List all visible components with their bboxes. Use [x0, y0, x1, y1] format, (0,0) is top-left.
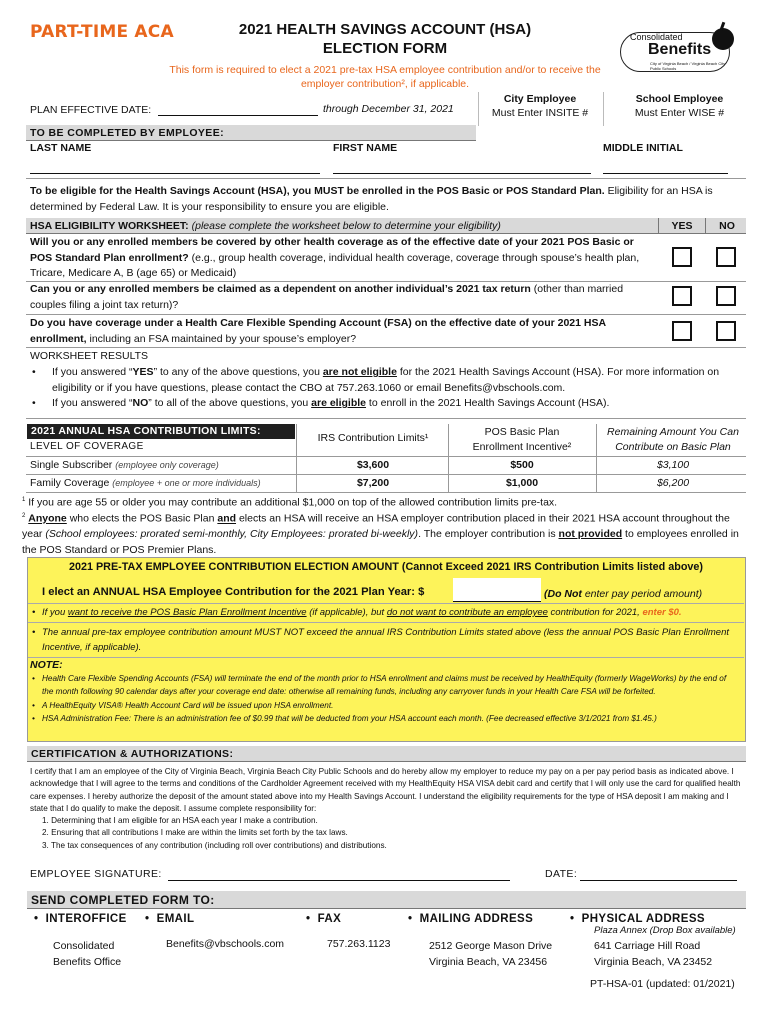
family-remaining: $6,200	[656, 477, 690, 489]
no-column-header: NO	[719, 220, 735, 232]
separator	[26, 347, 746, 348]
title-line-1: 2021 HEALTH SAVINGS ACCOUNT (HSA)	[238, 21, 532, 38]
single-irs-limit: $3,600	[356, 459, 390, 471]
fn2-italic: (School employees: prorated semi-monthly, City Employees: prorated bi-weekly)	[45, 528, 419, 540]
cert-item: 1. Determining that I am eligible for an HSA each year I make a contribution.	[42, 816, 318, 825]
row-note: (employee + one or more individuals)	[112, 478, 261, 488]
fn2-and: and	[217, 512, 237, 525]
form-id: PT-HSA-01 (updated: 01/2021)	[590, 978, 735, 990]
mail-line-2: Virginia Beach, VA 23456	[429, 956, 548, 968]
question-1-rest: (e.g., group health coverage, individual health coverage, coverage through spouse’s health plan, Tricare, Medicare A, B (age 65) or Medicaid)	[30, 251, 640, 279]
physical-line-1: 641 Carriage Hill Road	[594, 940, 701, 952]
question-1-yes-checkbox[interactable]	[672, 247, 692, 267]
consolidated-benefits-logo	[620, 26, 750, 76]
email-label: EMAIL	[156, 913, 195, 925]
r2-b: ” to all of the above questions, you	[148, 397, 312, 409]
remaining-header-line-1: Remaining Amount You Can	[607, 426, 739, 438]
note-1: • Health Care Flexible Spending Accounts (FSA) will terminate the end of the month prior to HSA enrollment and claims must be received by HealthEquity (formerly WageWorks) by the end of the month following 90 calendar days after your coverage end date: otherwise all remaining funds, including any carryover funds in your Health Care FSA will be forfeited.	[30, 673, 730, 698]
row-note: (employee only coverage)	[115, 460, 219, 470]
level-of-coverage-label: LEVEL OF COVERAGE	[30, 441, 144, 452]
middle-initial-label: MIDDLE INITIAL	[603, 142, 683, 154]
separator	[28, 622, 744, 623]
fax-heading: • FAX	[306, 913, 342, 925]
physical-note: Plaza Annex (Drop Box available)	[594, 925, 736, 936]
title-line-2: ELECTION FORM	[322, 40, 448, 57]
physical-line-2: Virginia Beach, VA 23452	[594, 956, 713, 968]
interoffice-value	[53, 938, 121, 970]
first-name-field[interactable]	[333, 160, 591, 174]
first-name-label: FIRST NAME	[333, 142, 398, 154]
city-employee-sub: Must Enter INSITE #	[491, 107, 589, 119]
interoffice-label: INTEROFFICE	[45, 913, 127, 925]
do-not-rest: enter pay period amount)	[581, 588, 703, 600]
email-value[interactable]: Benefits@vbschools.com	[166, 938, 285, 950]
question-1-bold: Will you or any enrolled members be covered by other health coverage as of the effective date of your 2021 POS Basic or POS Standard Plan enrollment?	[30, 236, 634, 264]
separator	[26, 456, 746, 457]
b1-incentive: want to receive the POS Basic Plan Enrollment Incentive	[67, 607, 307, 618]
logo-text-sub: City of Virginia Beach / Virginia Beach City Public Schools	[650, 61, 726, 71]
question-2-yes-checkbox[interactable]	[672, 286, 692, 306]
question-3-rest: including an FSA maintained by your spouse’s employer?	[86, 332, 357, 345]
r1-c: for the 2021 Health Savings Account (HSA). For more information on eligibility or if you have questions, please contact the CBO at 757.263.1060 or email Benefits@vbschools.com.	[52, 366, 720, 394]
election-bullets	[30, 606, 742, 621]
eligibility-intro	[30, 183, 748, 215]
r2-eligible: are eligible	[311, 397, 367, 409]
interoffice-heading: • INTEROFFICE	[34, 913, 127, 925]
logo-text-top: Consolidated	[630, 32, 683, 42]
mailing-value	[429, 938, 552, 970]
cert-item: 2. Ensuring that all contributions I make are within the limits set forth by the tax laws.	[42, 828, 348, 838]
question-3-no-checkbox[interactable]	[716, 321, 736, 341]
school-employee-block[interactable]	[612, 93, 747, 119]
r1-yes: YES	[132, 366, 154, 378]
date-field[interactable]	[580, 869, 737, 881]
election-bullet-1	[30, 606, 742, 621]
r2-c: to enroll in the 2021 Health Savings Account (HSA).	[366, 397, 610, 409]
remaining-amount-header	[598, 425, 748, 455]
r1-not-eligible: are not eligible	[322, 366, 397, 378]
table-row	[30, 459, 219, 471]
fn2-not-provided: not provided	[558, 528, 623, 540]
subtitle-line-1: This form is required to elect a 2021 pre-tax HSA employee contribution and/or to receive the	[169, 64, 601, 76]
question-2-rest: (other than married couples filing a joint tax return)?	[30, 283, 624, 311]
election-title: 2021 PRE-TAX EMPLOYEE CONTRIBUTION ELECTION AMOUNT (Cannot Exceed 2021 IRS Contribution Limits listed above)	[68, 561, 704, 573]
fn2-a: who elects the POS Basic Plan	[66, 512, 218, 525]
worksheet-header	[26, 218, 746, 234]
footnote-2: $^2$ Anyone who elects the POS Basic Plan and elects an HSA will receive an HSA employer contribution placed in their 2021 HSA account throughout the year (School employees: prorated semi-monthly, City Employees: prorated bi-weekly). The employer contribution is not provided to employees enrolled in the POS Standard or POS Premier Plans.	[22, 512, 739, 556]
do-not-bold: (Do Not	[544, 588, 582, 600]
note-list	[30, 673, 730, 725]
note-3: • HSA Administration Fee: There is an administration fee of $0.99 that will be deducted from your HSA account each month. (Fee decreased effective 3/1/2021 from $1.45.)	[30, 713, 730, 726]
question-1-no-checkbox[interactable]	[716, 247, 736, 267]
pos-header-line-1: POS Basic Plan	[484, 426, 560, 438]
divider	[448, 424, 449, 492]
fax-value: 757.263.1123	[327, 938, 391, 950]
limits-title: 2021 ANNUAL HSA CONTRIBUTION LIMITS:	[27, 424, 295, 439]
plan-through-date: through December 31, 2021	[323, 103, 454, 115]
worksheet-title: HSA ELIGIBILITY WORKSHEET:	[30, 220, 189, 232]
question-2	[30, 282, 650, 313]
result-no	[30, 396, 730, 412]
row-level: Family Coverage	[30, 477, 110, 489]
apple-icon	[712, 28, 734, 50]
school-employee-title: School Employee	[635, 93, 724, 105]
footnote-1-text: If you are age 55 or older you may contribute an additional $1,000 on top of the allowed contribution limits pre-tax.	[28, 496, 558, 509]
question-1	[30, 235, 650, 282]
city-employee-title: City Employee	[503, 93, 577, 105]
mail-line-1: 2512 George Mason Drive	[429, 940, 553, 952]
city-employee-block[interactable]	[480, 93, 600, 119]
interoffice-line-2: Benefits Office	[53, 956, 122, 968]
row-level: Single Subscriber	[30, 459, 113, 471]
result-yes	[30, 365, 730, 396]
email-heading: • EMAIL	[145, 913, 195, 925]
b1-c: contribution for 2021,	[547, 607, 643, 618]
employee-section-header: TO BE COMPLETED BY EMPLOYEE:	[26, 125, 476, 141]
fn2-anyone: Anyone	[28, 512, 67, 525]
single-remaining: $3,100	[656, 459, 690, 471]
separator	[26, 314, 746, 315]
form-subtitle	[110, 63, 660, 91]
separator	[26, 178, 746, 179]
question-2-bold: Can you or any enrolled members be claimed as a dependent on another individual’s 2021 tax return	[30, 283, 531, 295]
worksheet-results-title: WORKSHEET RESULTS	[30, 350, 149, 362]
divider	[603, 92, 604, 126]
annual-contribution-input[interactable]	[453, 578, 541, 602]
do-not-note	[544, 588, 702, 600]
certification-items	[42, 815, 742, 852]
cert-item: 3. The tax consequences of any contribution (including roll over contributions) and distributions.	[42, 840, 387, 850]
middle-initial-field[interactable]	[603, 160, 728, 174]
note-title: NOTE:	[30, 659, 63, 671]
physical-heading: • PHYSICAL ADDRESS	[570, 913, 705, 925]
eligibility-intro-rest: Eligibility for an HSA is determined by Federal Law. It is your responsibility to ensure you are eligible.	[30, 185, 713, 213]
date-label: DATE:	[545, 868, 578, 880]
elect-label: I elect an ANNUAL HSA Employee Contribution for the 2021 Plan Year: $	[42, 586, 425, 598]
divider	[478, 92, 479, 126]
single-pos-incentive: $500	[510, 459, 534, 471]
separator	[26, 418, 746, 419]
r2-no: NO	[132, 397, 149, 409]
plan-effective-date-field[interactable]	[158, 104, 318, 116]
r2-a: If you answered “	[52, 397, 133, 409]
r1-a: If you answered “	[52, 366, 133, 378]
separator	[28, 657, 744, 658]
fn2-b: elects an HSA will receive an HSA employer contribution placed in their 2021 HSA account throughout the year	[22, 512, 730, 540]
b1-enter-zero: enter $0.	[642, 607, 682, 618]
b1-b: (if applicable), but	[306, 607, 387, 618]
signature-field[interactable]	[168, 869, 510, 881]
send-to-header: SEND COMPLETED FORM TO:	[27, 891, 746, 909]
interoffice-line-1: Consolidated	[53, 940, 115, 952]
worksheet-results-list	[30, 365, 730, 412]
question-2-no-checkbox[interactable]	[716, 286, 736, 306]
r1-b: ” to any of the above questions, you	[153, 366, 323, 378]
certification-body: I certify that I am an employee of the City of Virginia Beach, Virginia Beach City Public Schools and do hereby allow my employer to reduce my pay on a per pay period basis as indicated above. I acknowledge that I will agree to the terms and conditions of the Cardholder Agreement received with my HealthEquity HSA VISA debit card and certify that I will only use the card for qualified health care expenses. I hereby authorize the deposit of the amount stated above into my Health Savings Account. I understand the eligibility requirements for the type of HSA deposit I am making and I state that I do qualify to make the deposit. I assume complete responsibility for:	[30, 767, 741, 813]
election-bullets-2	[30, 625, 742, 655]
plan-effective-date-label: PLAN EFFECTIVE DATE:	[30, 104, 152, 116]
eligibility-intro-bold: To be eligible for the Health Savings Account (HSA), you MUST be enrolled in the POS Basic or POS Standard Plan.	[30, 185, 605, 197]
form-title	[210, 21, 560, 57]
divider	[705, 218, 706, 234]
family-pos-incentive: $1,000	[505, 477, 539, 489]
yes-column-header: YES	[671, 220, 693, 232]
pos-header-line-2: Enrollment Incentive²	[472, 441, 572, 453]
question-3-yes-checkbox[interactable]	[672, 321, 692, 341]
subtitle-line-2: employer contribution², if applicable.	[300, 78, 470, 90]
last-name-label: LAST NAME	[30, 142, 92, 154]
question-3	[30, 316, 650, 347]
fn2-d: to employees enrolled in the POS Standard or POS Premier Plans.	[22, 528, 739, 556]
brand-label: PART-TIME ACA	[30, 22, 174, 42]
physical-label: PHYSICAL ADDRESS	[581, 913, 705, 925]
last-name-field[interactable]	[30, 160, 320, 174]
question-3-bold: Do you have coverage under a Health Care Flexible Spending Account (FSA) on the effective date of your 2021 HSA enrollment,	[30, 317, 606, 345]
remaining-header-line-2: Contribute on Basic Plan	[615, 441, 731, 453]
election-bullet-2: • The annual pre-tax employee contribution amount MUST NOT exceed the annual IRS Contribution Limits stated above (less the annual POS Basic Plan Enrollment Incentive, if applicable).	[30, 625, 742, 655]
logo-text-main: Benefits	[648, 41, 712, 58]
fax-label: FAX	[317, 913, 342, 925]
b1-no-contribution: do not want to contribute an employee	[386, 607, 548, 618]
divider	[658, 218, 659, 234]
certification-header: CERTIFICATION & AUTHORIZATIONS:	[27, 746, 746, 762]
family-irs-limit: $7,200	[356, 477, 390, 489]
separator	[28, 603, 744, 604]
b1-a: If you	[42, 607, 68, 618]
divider	[596, 424, 597, 492]
pos-incentive-header	[450, 425, 594, 455]
irs-limits-header: IRS Contribution Limits¹	[317, 432, 429, 444]
school-employee-sub: Must Enter WISE #	[634, 107, 725, 119]
physical-value	[594, 938, 712, 970]
mailing-heading: • MAILING ADDRESS	[408, 913, 534, 925]
divider	[296, 424, 297, 492]
table-row	[30, 477, 261, 489]
signature-label: EMPLOYEE SIGNATURE:	[30, 868, 162, 880]
note-2: • A HealthEquity VISA® Health Account Card will be issued upon HSA enrollment.	[30, 700, 730, 713]
separator	[26, 474, 746, 475]
mailing-label: MAILING ADDRESS	[419, 913, 534, 925]
footnote-1: $^1$ If you are age 55 or older you may contribute an additional $1,000 on top of the allowed contribution limits pre-tax.	[22, 496, 558, 509]
worksheet-note: (please complete the worksheet below to determine your eligibility)	[191, 220, 501, 232]
fn2-c: . The employer contribution is	[418, 528, 559, 540]
